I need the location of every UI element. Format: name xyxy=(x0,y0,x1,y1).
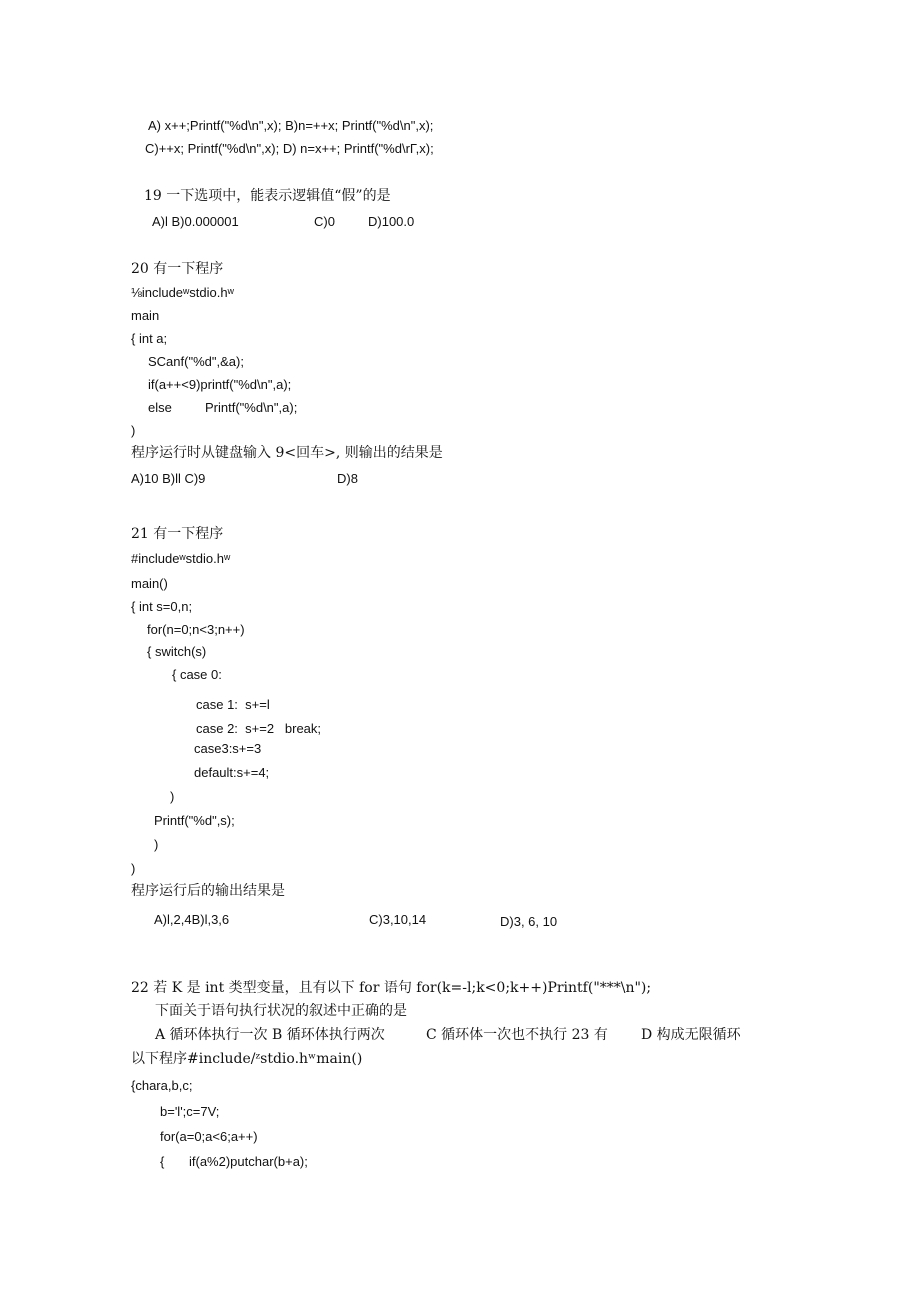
q19-options-ab: A)l B)0.000001 xyxy=(152,214,239,229)
q20-code-line: { int a; xyxy=(131,331,168,346)
q20-option-d: D)8 xyxy=(337,471,358,486)
q22-options-ab: A 循环体执行一次 B 循环体执行两次 xyxy=(155,1027,385,1043)
q23-code-line: {chara,b,c; xyxy=(131,1078,193,1093)
q21-code-line: ) xyxy=(170,789,175,804)
q21-code-line: ) xyxy=(131,861,136,876)
q20-code-line: else xyxy=(148,400,172,415)
q21-code-line: for(n=0;n<3;n++) xyxy=(147,622,245,637)
q21-code-line: case3:s+=3 xyxy=(194,741,262,756)
q20-code-line: if(a++<9)printf("%d\n",a); xyxy=(148,377,292,392)
q21-code-line: main() xyxy=(131,576,168,591)
q21-option-c: C)3,10,14 xyxy=(369,912,427,927)
q21-code-line: Printf("%d",s); xyxy=(154,813,235,828)
q21-options-ab: A)l,2,4B)l,3,6 xyxy=(154,912,230,927)
q19-stem: 19 一下选项中，能表示逻辑值“假”的是 xyxy=(144,188,391,204)
q19-option-d: D)100.0 xyxy=(368,214,415,229)
q21-code-line: { switch(s) xyxy=(147,644,207,659)
q20-question: 程序运行时从键盘输入 9<回车>, 则输出的结果是 xyxy=(131,445,443,461)
q23-stem: 以下程序#include/ᶻstdio.hʷmain() xyxy=(131,1051,363,1067)
q20-code-line: main xyxy=(131,308,160,323)
q20-options-abc: A)10 B)ll C)9 xyxy=(131,471,206,486)
q20-code-line: SCanf("%d",&a); xyxy=(148,354,244,369)
q23-code-line: if(a%2)putchar(b+a); xyxy=(189,1154,308,1169)
q23-code-line: { xyxy=(160,1154,165,1169)
q20-code-line: ⅛includeʷstdio.hʷ xyxy=(131,285,234,300)
q21-code-line: default:s+=4; xyxy=(194,765,270,780)
q22-question: 下面关于语句执行状况的叙述中正确的是 xyxy=(155,1003,407,1019)
q21-code-line: ) xyxy=(154,837,159,852)
q18-options-ab: A) x++;Printf("%d\n",x); B)n=++x; Printf("%d\n",x); xyxy=(148,118,434,133)
q18-options-cd: C)++x; Printf("%d\n",x); D) n=x++; Printf("%d\rΓ,x); xyxy=(145,141,434,156)
q22-option-d: D 构成无限循环 xyxy=(641,1027,741,1043)
q21-code-line: case 1: s+=l xyxy=(196,697,270,712)
q20-code-line: ) xyxy=(131,423,136,438)
q22-stem: 22 若 K 是 int 类型变量，且有以下 for 语句 for(k=-l;k<0;k++)Printf("***\n"); xyxy=(131,980,652,996)
q21-code-line: #includeʷstdio.hʷ xyxy=(131,551,231,566)
q21-stem: 21 有一下程序 xyxy=(131,526,224,542)
q20-code-line: Printf("%d\n",a); xyxy=(205,400,298,415)
q21-code-line: { case 0: xyxy=(172,667,222,682)
q23-code-line: for(a=0;a<6;a++) xyxy=(160,1129,258,1144)
q22-option-c: C 循环体一次也不执行 23 有 xyxy=(426,1027,608,1043)
q21-option-d: D)3, 6, 10 xyxy=(500,914,558,929)
q21-question: 程序运行后的输出结果是 xyxy=(131,883,285,899)
q20-stem: 20 有一下程序 xyxy=(131,261,224,277)
q19-option-c: C)0 xyxy=(314,214,335,229)
q21-code-line: { int s=0,n; xyxy=(131,599,193,614)
q21-code-line: case 2: s+=2 break; xyxy=(196,721,322,736)
q23-code-line: b='l';c=7V; xyxy=(160,1104,220,1119)
